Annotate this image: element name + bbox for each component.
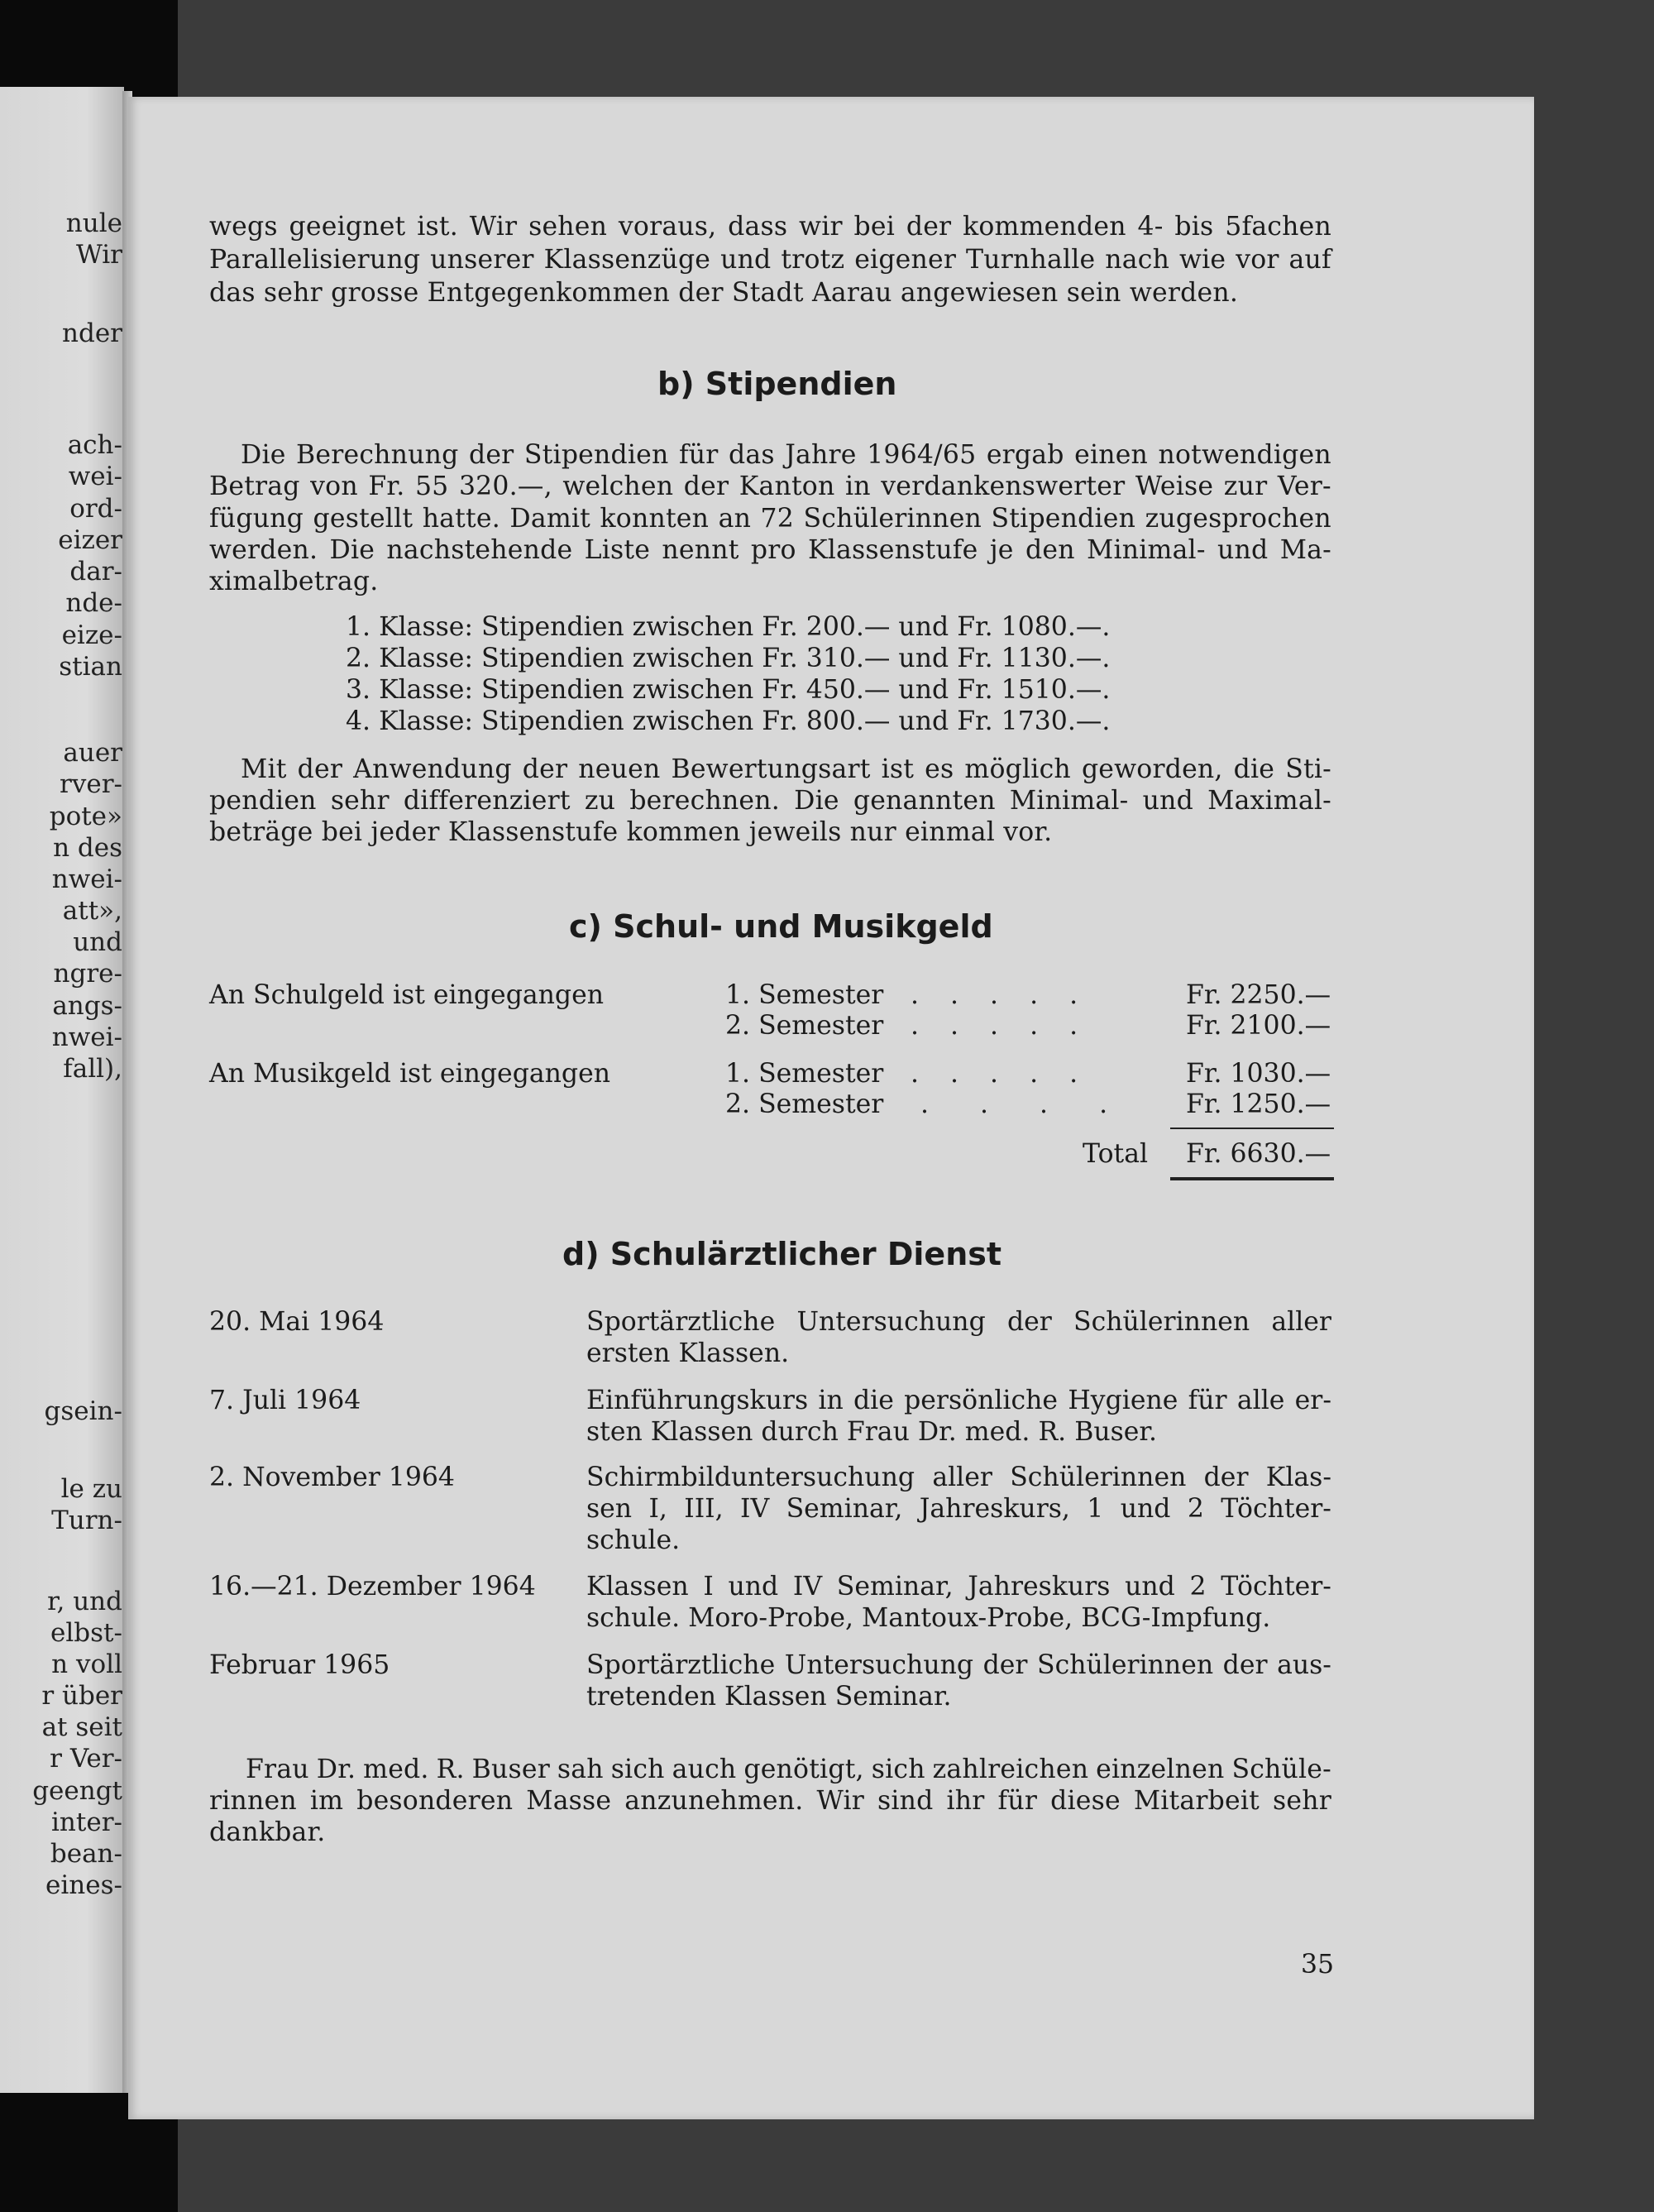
dot-leader: . . . . . (911, 980, 1090, 1010)
text-line: Mit der Anwendung der neuen Bewertungsart ist es möglich geworden, die Sti- (241, 754, 1331, 784)
text-line: wegs geeignet ist. Wir sehen voraus, dass wir bei der kommenden 4- bis 5fachen (209, 212, 1331, 242)
entry-text: Sportärztliche Untersuchung der Schülerinnen der aus- (586, 1650, 1331, 1680)
text-line: Die Berechnung der Stipendien für das Jahre 1964/65 ergab einen notwendigen (241, 440, 1331, 470)
amount: Fr. 2250.— (1186, 980, 1331, 1010)
left-page-fragment: geengt (32, 1776, 122, 1806)
text-line: pendien sehr differenziert zu berechnen. Die genannten Minimal- und Maximal- (209, 786, 1331, 816)
list-item: 1. Klasse: Stipendien zwischen Fr. 200.— und Fr. 1080.—. (346, 612, 1111, 642)
semester-label: 2. Semester (725, 1089, 884, 1119)
left-page-fragment: le zu (60, 1474, 122, 1504)
page-number: 35 (1301, 1950, 1335, 1980)
list-item: 2. Klasse: Stipendien zwischen Fr. 310.— und Fr. 1130.—. (346, 644, 1111, 673)
left-page-fragment: nwei- (51, 1022, 122, 1052)
entry-date: 20. Mai 1964 (209, 1307, 385, 1337)
amount: Fr. 1030.— (1186, 1059, 1331, 1089)
amount: Fr. 1250.— (1186, 1089, 1331, 1119)
left-page-fragment: ach- (67, 430, 122, 460)
left-page-fragment: auer (63, 738, 122, 768)
total-label: Total (1083, 1139, 1149, 1169)
text-line: Betrag von Fr. 55 320.—, welchen der Kanton in verdankenswerter Weise zur Ver- (209, 472, 1331, 501)
left-page-fragment: r Ver- (50, 1744, 122, 1774)
left-page-fragment: Wir (75, 240, 122, 270)
text-line: ximalbetrag. (209, 567, 379, 596)
entry-date: 2. November 1964 (209, 1463, 455, 1492)
dot-leader: . . . . . (911, 1011, 1090, 1041)
sum-rule (1170, 1128, 1334, 1129)
left-page-fragment: n voll (51, 1649, 122, 1679)
text-line: Parallelisierung unserer Klassenzüge und trotz eigener Turnhalle nach wie vor auf (209, 245, 1331, 275)
text-line: dankbar. (209, 1817, 326, 1847)
dot-leader: . . . . (920, 1089, 1130, 1119)
left-page-fragment: elbst- (50, 1618, 122, 1648)
total-double-rule (1170, 1177, 1334, 1180)
entry-text: sen I, III, IV Seminar, Jahreskurs, 1 und 2 Töchter- (586, 1494, 1331, 1524)
left-page-fragment: fall), (63, 1054, 122, 1084)
left-page-fragment: rver- (60, 769, 122, 799)
entry-text: tretenden Klassen Seminar. (586, 1682, 952, 1712)
left-page-fragment: wei- (68, 462, 122, 491)
left-page-fragment: inter- (51, 1807, 122, 1837)
semester-label: 2. Semester (725, 1011, 884, 1041)
schulgeld-label: An Schulgeld ist eingegangen (209, 980, 605, 1010)
left-page-fragment: Turn- (51, 1506, 122, 1535)
left-page-fragment: at seit (41, 1712, 122, 1742)
entry-text: schule. (586, 1525, 681, 1555)
left-page (0, 87, 124, 2093)
left-page-fragment: und (73, 927, 122, 957)
left-page-fragment: r, und (47, 1587, 122, 1616)
entry-text: Sportärztliche Untersuchung der Schülerinnen aller (586, 1307, 1331, 1337)
amount: Fr. 2100.— (1186, 1011, 1331, 1041)
entry-date: 16.—21. Dezember 1964 (209, 1572, 536, 1602)
left-page-fragment: ord- (69, 494, 122, 524)
left-page-fragment: ngre- (53, 959, 122, 989)
left-page-fragment: nule (65, 208, 122, 238)
text-line: werden. Die nachstehende Liste nennt pro Klassenstufe je den Minimal- und Ma- (209, 535, 1331, 565)
musikgeld-label: An Musikgeld ist eingegangen (209, 1059, 611, 1089)
text-line: das sehr grosse Entgegenkommen der Stadt Aarau angewiesen sein werden. (209, 278, 1239, 308)
left-page-fragment: eizer (58, 525, 122, 555)
left-page-fragment: eize- (61, 620, 122, 650)
left-page-fragment: bean- (50, 1839, 122, 1869)
left-page-fragment: n des (53, 833, 122, 863)
entry-text: Schirmbilduntersuchung aller Schülerinnen der Klas- (586, 1463, 1331, 1492)
left-page-fragment: nwei- (51, 864, 122, 894)
heading-stipendien: b) Stipendien (657, 366, 897, 402)
heading-schulaerztlicher-dienst: d) Schulärztlicher Dienst (562, 1236, 1002, 1272)
left-page-fragment: nde- (65, 588, 122, 618)
entry-text: Klassen I und IV Seminar, Jahreskurs und 2 Töchter- (586, 1572, 1331, 1602)
left-page-fragment: nder (62, 318, 122, 348)
text-line: Frau Dr. med. R. Buser sah sich auch genötigt, sich zahlreichen einzelnen Schüle- (246, 1755, 1331, 1784)
list-item: 4. Klasse: Stipendien zwischen Fr. 800.— und Fr. 1730.—. (346, 706, 1111, 736)
dot-leader: . . . . . (911, 1059, 1090, 1089)
text-line: beträge bei jeder Klassenstufe kommen jeweils nur einmal vor. (209, 817, 1053, 847)
left-page-fragment: r über (41, 1681, 122, 1711)
left-page-fragment: angs- (52, 991, 122, 1021)
total-amount: Fr. 6630.— (1186, 1139, 1331, 1169)
entry-text: Einführungskurs in die persönliche Hygiene für alle er- (586, 1386, 1331, 1415)
heading-schul-musikgeld: c) Schul- und Musikgeld (569, 908, 993, 945)
entry-date: 7. Juli 1964 (209, 1386, 361, 1415)
text-line: fügung gestellt hatte. Damit konnten an 72 Schülerinnen Stipendien zugesprochen (209, 504, 1331, 534)
left-page-fragment: gsein- (44, 1396, 122, 1426)
left-page-fragment: pote» (49, 802, 122, 831)
entry-text: ersten Klassen. (586, 1338, 790, 1368)
entry-text: schule. Moro-Probe, Mantoux-Probe, BCG-Impfung. (586, 1603, 1271, 1633)
semester-label: 1. Semester (725, 980, 884, 1010)
left-page-fragment: att», (62, 896, 122, 926)
list-item: 3. Klasse: Stipendien zwischen Fr. 450.— und Fr. 1510.—. (346, 675, 1111, 705)
text-line: rinnen im besonderen Masse anzunehmen. Wir sind ihr für diese Mitarbeit sehr (209, 1786, 1331, 1816)
entry-text: sten Klassen durch Frau Dr. med. R. Buser. (586, 1417, 1158, 1447)
semester-label: 1. Semester (725, 1059, 884, 1089)
left-page-fragment: eines- (45, 1870, 122, 1900)
left-page-fragment: stian (59, 652, 122, 682)
left-page-fragment: dar- (69, 557, 122, 587)
entry-date: Februar 1965 (209, 1650, 390, 1680)
